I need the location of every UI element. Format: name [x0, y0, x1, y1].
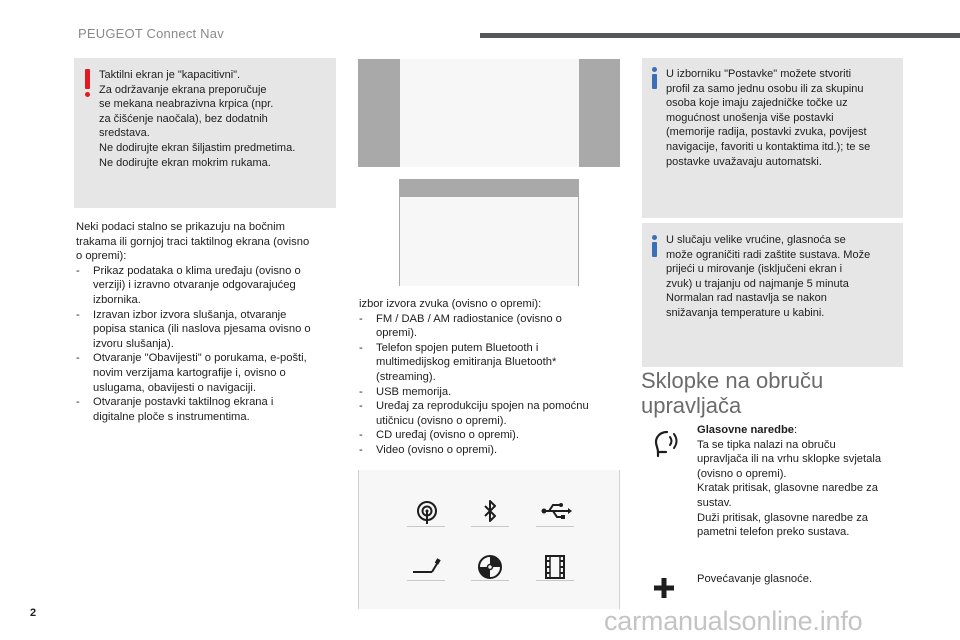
list-item: - FM / DAB / AM radiostanice (ovisno o opremi).: [359, 312, 621, 341]
section-title: Sklopke na obruču upravljača: [641, 368, 824, 418]
plus-icon: [652, 576, 676, 600]
voice-command-description: [697, 423, 907, 540]
voice-command-text: Ta se tipka nalazi na obruču upravljača ili na vrhu sklopke svjetala (ovisno o opremi). Kratak pritisak, glasovne naredbe za sustav. Duži pritisak, glasovne naredbe za pametni telefon preko sustava.: [697, 438, 882, 539]
left-list: [76, 264, 338, 425]
voice-command-icon: [647, 424, 685, 458]
info-box-settings: [642, 58, 903, 218]
page-number: 2: [30, 607, 37, 619]
icon-underline: [407, 526, 445, 527]
info-icon: [652, 235, 658, 257]
header-rule: [480, 33, 960, 38]
screen-illustration-bottom: [399, 179, 579, 286]
exclamation-icon: [85, 69, 91, 97]
left-intro: Neki podaci stalno se prikazuju na bočnim trakama ili gornjoj traci taktilnog ekrana (ovisno o opremi):: [76, 221, 310, 263]
warning-text: Taktilni ekran je "kapacitivni". Za održavanje ekrana preporučuje se mekana neabrazivna krpica (npr. za čišćenje naočala), bez dodatnih sredstava. Ne dodirujte ekran šiljastim predmetima. Ne dodirujte ekran mokrim rukama.: [99, 69, 296, 169]
list-item: - Prikaz podataka o klima uređaju (ovisno o verziji) i izravno otvaranje odgovarajućeg izbornika.: [76, 264, 338, 308]
voice-command-colon: :: [794, 424, 798, 436]
info-text: U slučaju velike vrućine, glasnoća se može ograničiti radi zaštite sustava. Može prijeći u mirovanje (isključeni ekran i zvuk) u trajanju od najmanje 5 minuta Normalan rad nastavlja se nakon snižavanja temperature u kabini.: [666, 234, 871, 319]
screen-illustration-top: [358, 59, 620, 167]
icon-underline: [536, 526, 574, 527]
list-item: - Uređaj za reprodukciju spojen na pomoćnu utičnicu (ovisno o opremi).: [359, 399, 621, 428]
icon-underline: [471, 580, 509, 581]
volume-up-text: Povećavanje glasnoće.: [697, 573, 813, 585]
list-item: - Izravan izbor izvora slušanja, otvaranje popisa stanica (ili naslova pjesama ovisno o izvoru slušanja).: [76, 308, 338, 352]
list-item: - Otvaranje "Obavijesti" o porukama, e-pošti, novim verzijama kartografije i, ovisno o uslugama, obavijesti o navigaciji.: [76, 351, 338, 395]
list-item: - CD uređaj (ovisno o opremi).: [359, 428, 621, 443]
middle-list: [359, 312, 621, 458]
list-item: - Video (ovisno o opremi).: [359, 443, 621, 458]
icon-underline: [407, 580, 445, 581]
cd-icon[interactable]: [471, 550, 509, 588]
voice-command-label: Glasovne naredbe: [697, 424, 794, 436]
audio-source-panel: [358, 470, 620, 609]
middle-column: [359, 297, 621, 458]
info-icon: [652, 67, 658, 89]
middle-intro: izbor izvora zvuka (ovisno o opremi):: [359, 298, 542, 310]
screen-display: [400, 59, 579, 167]
info-text: U izborniku "Postavke" možete stvoriti profil za samo jednu osobu ili za skupinu osoba koje imaju zajedničke točke uz mogućnost unošenja više postavki (memorije radija, postavki zvuka, povijest navigacije, favoriti u kontaktima itd.); te se postavke uvažavaju automatski.: [666, 68, 871, 168]
list-item: - Telefon spojen putem Bluetooth i multimedijskog emitiranja Bluetooth* (streaming).: [359, 341, 621, 385]
list-item: - USB memorija.: [359, 385, 621, 400]
header-title: PEUGEOT Connect Nav: [78, 26, 224, 41]
video-icon[interactable]: [536, 550, 574, 588]
aux-jack-icon[interactable]: [408, 550, 446, 588]
watermark: carmanualsonline.info: [604, 606, 863, 636]
left-column: [76, 220, 338, 424]
info-box-heat: [642, 223, 903, 367]
warning-box: [74, 58, 336, 208]
screen-display: [400, 197, 578, 286]
icon-underline: [471, 526, 509, 527]
icon-underline: [536, 580, 574, 581]
list-item: - Otvaranje postavki taktilnog ekrana i digitalne ploče s instrumentima.: [76, 395, 338, 424]
